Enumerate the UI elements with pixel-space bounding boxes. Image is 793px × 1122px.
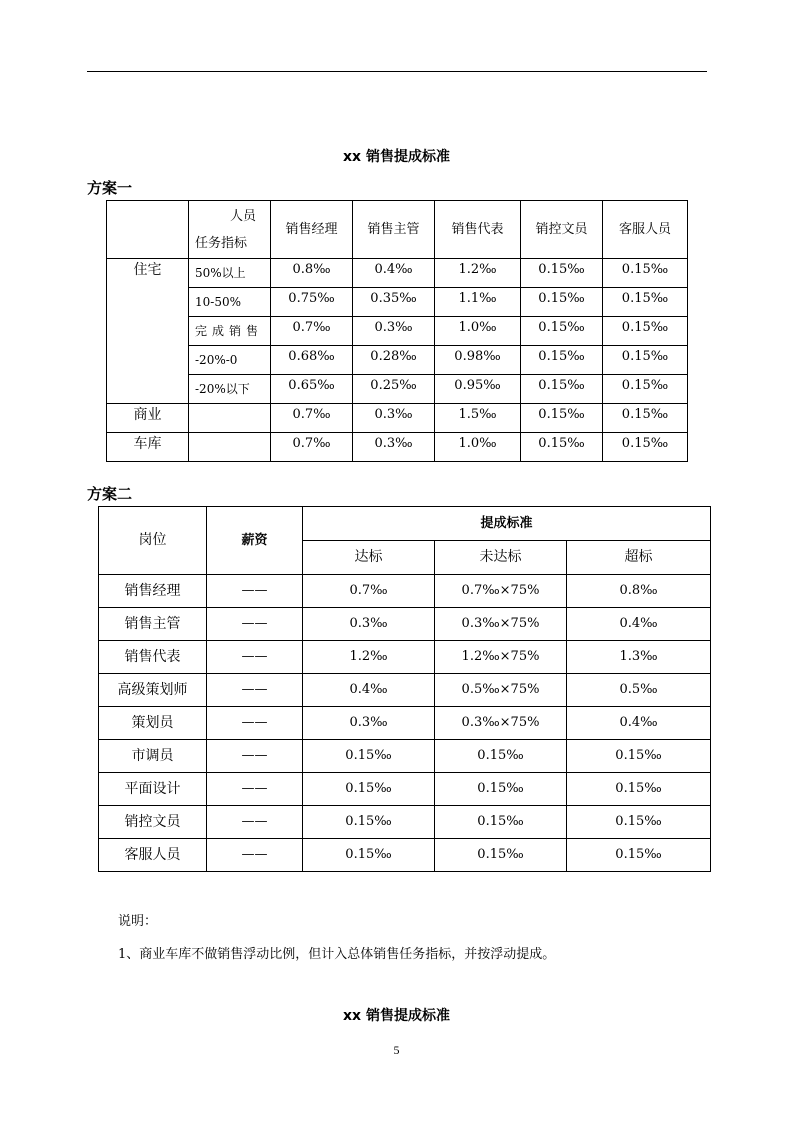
header-commission-standard: 提成标准 <box>303 507 711 541</box>
tier-label: 10-50% <box>189 288 271 317</box>
met-cell: 0.15‰ <box>303 740 435 773</box>
rate-cell: 0.68‰ <box>271 346 353 375</box>
rate-cell: 0.15‰ <box>521 259 603 288</box>
met-cell: 0.15‰ <box>303 839 435 872</box>
rate-cell: 0.15‰ <box>603 375 688 404</box>
salary-cell: —— <box>207 806 303 839</box>
rate-cell: 0.15‰ <box>521 433 603 462</box>
table-row <box>107 346 688 375</box>
rate-cell: 0.7‰ <box>271 433 353 462</box>
table-row <box>99 839 711 872</box>
page-header-rule <box>87 71 707 72</box>
position-cell: 销售代表 <box>99 641 207 674</box>
salary-cell: —— <box>207 674 303 707</box>
met-cell: 1.2‰ <box>303 641 435 674</box>
rate-cell: 1.5‰ <box>435 404 521 433</box>
rate-cell: 0.7‰ <box>271 404 353 433</box>
table-row <box>107 317 688 346</box>
plan-two-heading: 方案二 <box>87 485 133 503</box>
rate-cell: 0.15‰ <box>603 288 688 317</box>
table-header-row <box>99 507 711 541</box>
position-cell: 销售主管 <box>99 608 207 641</box>
rate-cell: 0.15‰ <box>603 259 688 288</box>
rate-cell: 0.95‰ <box>435 375 521 404</box>
table-row <box>107 288 688 317</box>
not-met-cell: 0.3‰×75% <box>435 707 567 740</box>
exceeded-cell: 0.8‰ <box>567 575 711 608</box>
header-personnel: 人员 <box>229 209 256 224</box>
met-cell: 0.4‰ <box>303 674 435 707</box>
not-met-cell: 0.15‰ <box>435 773 567 806</box>
rate-cell: 0.15‰ <box>521 346 603 375</box>
met-cell: 0.3‰ <box>303 707 435 740</box>
exceeded-cell: 0.5‰ <box>567 674 711 707</box>
table-row <box>99 575 711 608</box>
position-cell: 客服人员 <box>99 839 207 872</box>
salary-cell: —— <box>207 707 303 740</box>
rate-cell: 0.35‰ <box>353 288 435 317</box>
notes-label: 说明： <box>118 914 158 929</box>
position-cell: 销控文员 <box>99 806 207 839</box>
not-met-cell: 0.3‰×75% <box>435 608 567 641</box>
rate-cell: 1.0‰ <box>435 317 521 346</box>
plan-one-heading: 方案一 <box>87 179 133 197</box>
met-cell: 0.3‰ <box>303 608 435 641</box>
table-row <box>107 259 688 288</box>
not-met-cell: 0.15‰ <box>435 806 567 839</box>
rate-cell: 0.98‰ <box>435 346 521 375</box>
table-header-row <box>107 201 688 259</box>
not-met-cell: 0.5‰×75% <box>435 674 567 707</box>
column-header: 客服人员 <box>603 201 688 259</box>
rate-cell: 0.15‰ <box>521 375 603 404</box>
plan-two-table <box>98 506 711 872</box>
table-row <box>99 608 711 641</box>
salary-cell: —— <box>207 641 303 674</box>
column-header: 销售代表 <box>435 201 521 259</box>
not-met-cell: 0.15‰ <box>435 740 567 773</box>
tier-label: -20%-0 <box>189 346 271 375</box>
rate-cell: 0.15‰ <box>521 317 603 346</box>
header-met: 达标 <box>303 541 435 575</box>
rate-cell: 0.3‰ <box>353 404 435 433</box>
rate-cell: 0.8‰ <box>271 259 353 288</box>
salary-cell: —— <box>207 575 303 608</box>
note-item: 1、商业车库不做销售浮动比例，但计入总体销售任务指标，并按浮动提成。 <box>118 947 556 962</box>
rate-cell: 0.15‰ <box>603 433 688 462</box>
table-row <box>107 404 688 433</box>
header-position: 岗位 <box>99 507 207 575</box>
rate-cell: 0.15‰ <box>603 346 688 375</box>
category-residential: 住宅 <box>107 259 189 404</box>
tier-label: 完成销售 <box>189 317 271 346</box>
rate-cell: 0.28‰ <box>353 346 435 375</box>
position-cell: 销售经理 <box>99 575 207 608</box>
not-met-cell: 0.15‰ <box>435 839 567 872</box>
tier-label <box>189 404 271 433</box>
table-row <box>99 674 711 707</box>
header-salary: 薪资 <box>207 507 303 575</box>
rate-cell: 0.15‰ <box>521 288 603 317</box>
exceeded-cell: 1.3‰ <box>567 641 711 674</box>
rate-cell: 0.15‰ <box>521 404 603 433</box>
position-cell: 高级策划师 <box>99 674 207 707</box>
rate-cell: 0.7‰ <box>271 317 353 346</box>
rate-cell: 0.3‰ <box>353 433 435 462</box>
rate-cell: 0.3‰ <box>353 317 435 346</box>
exceeded-cell: 0.15‰ <box>567 740 711 773</box>
column-header: 销售经理 <box>271 201 353 259</box>
rate-cell: 0.15‰ <box>603 317 688 346</box>
page-number: 5 <box>393 1043 400 1057</box>
met-cell: 0.7‰ <box>303 575 435 608</box>
rate-cell: 1.2‰ <box>435 259 521 288</box>
empty-corner-cell <box>107 201 189 259</box>
table-row <box>107 433 688 462</box>
exceeded-cell: 0.4‰ <box>567 707 711 740</box>
rate-cell: 0.65‰ <box>271 375 353 404</box>
table-row <box>107 375 688 404</box>
exceeded-cell: 0.15‰ <box>567 839 711 872</box>
rate-cell: 0.4‰ <box>353 259 435 288</box>
exceeded-cell: 0.4‰ <box>567 608 711 641</box>
exceeded-cell: 0.15‰ <box>567 806 711 839</box>
rate-cell: 1.1‰ <box>435 288 521 317</box>
not-met-cell: 0.7‰×75% <box>435 575 567 608</box>
met-cell: 0.15‰ <box>303 773 435 806</box>
salary-cell: —— <box>207 608 303 641</box>
rate-cell: 0.15‰ <box>603 404 688 433</box>
column-header: 销控文员 <box>521 201 603 259</box>
rate-cell: 1.0‰ <box>435 433 521 462</box>
header-exceeded: 超标 <box>567 541 711 575</box>
rate-cell: 0.75‰ <box>271 288 353 317</box>
exceeded-cell: 0.15‰ <box>567 773 711 806</box>
position-cell: 平面设计 <box>99 773 207 806</box>
tier-label: 50%以上 <box>189 259 271 288</box>
tier-label: -20%以下 <box>189 375 271 404</box>
column-header: 销售主管 <box>353 201 435 259</box>
rate-cell: 0.25‰ <box>353 375 435 404</box>
table-row <box>99 806 711 839</box>
table-row <box>99 773 711 806</box>
next-section-title: xx 销售提成标准 <box>343 1008 450 1024</box>
position-cell: 市调员 <box>99 740 207 773</box>
table-row <box>99 740 711 773</box>
met-cell: 0.15‰ <box>303 806 435 839</box>
position-cell: 策划员 <box>99 707 207 740</box>
diagonal-header-cell <box>189 201 271 259</box>
document-title: xx 销售提成标准 <box>343 149 450 165</box>
not-met-cell: 1.2‰×75% <box>435 641 567 674</box>
salary-cell: —— <box>207 839 303 872</box>
table-row <box>99 707 711 740</box>
salary-cell: —— <box>207 740 303 773</box>
table-row <box>99 641 711 674</box>
tier-label <box>189 433 271 462</box>
header-task-indicator: 任务指标 <box>195 236 248 252</box>
header-not-met: 未达标 <box>435 541 567 575</box>
salary-cell: —— <box>207 773 303 806</box>
plan-one-table <box>106 200 688 462</box>
category-garage: 车库 <box>107 433 189 462</box>
category-commercial: 商业 <box>107 404 189 433</box>
